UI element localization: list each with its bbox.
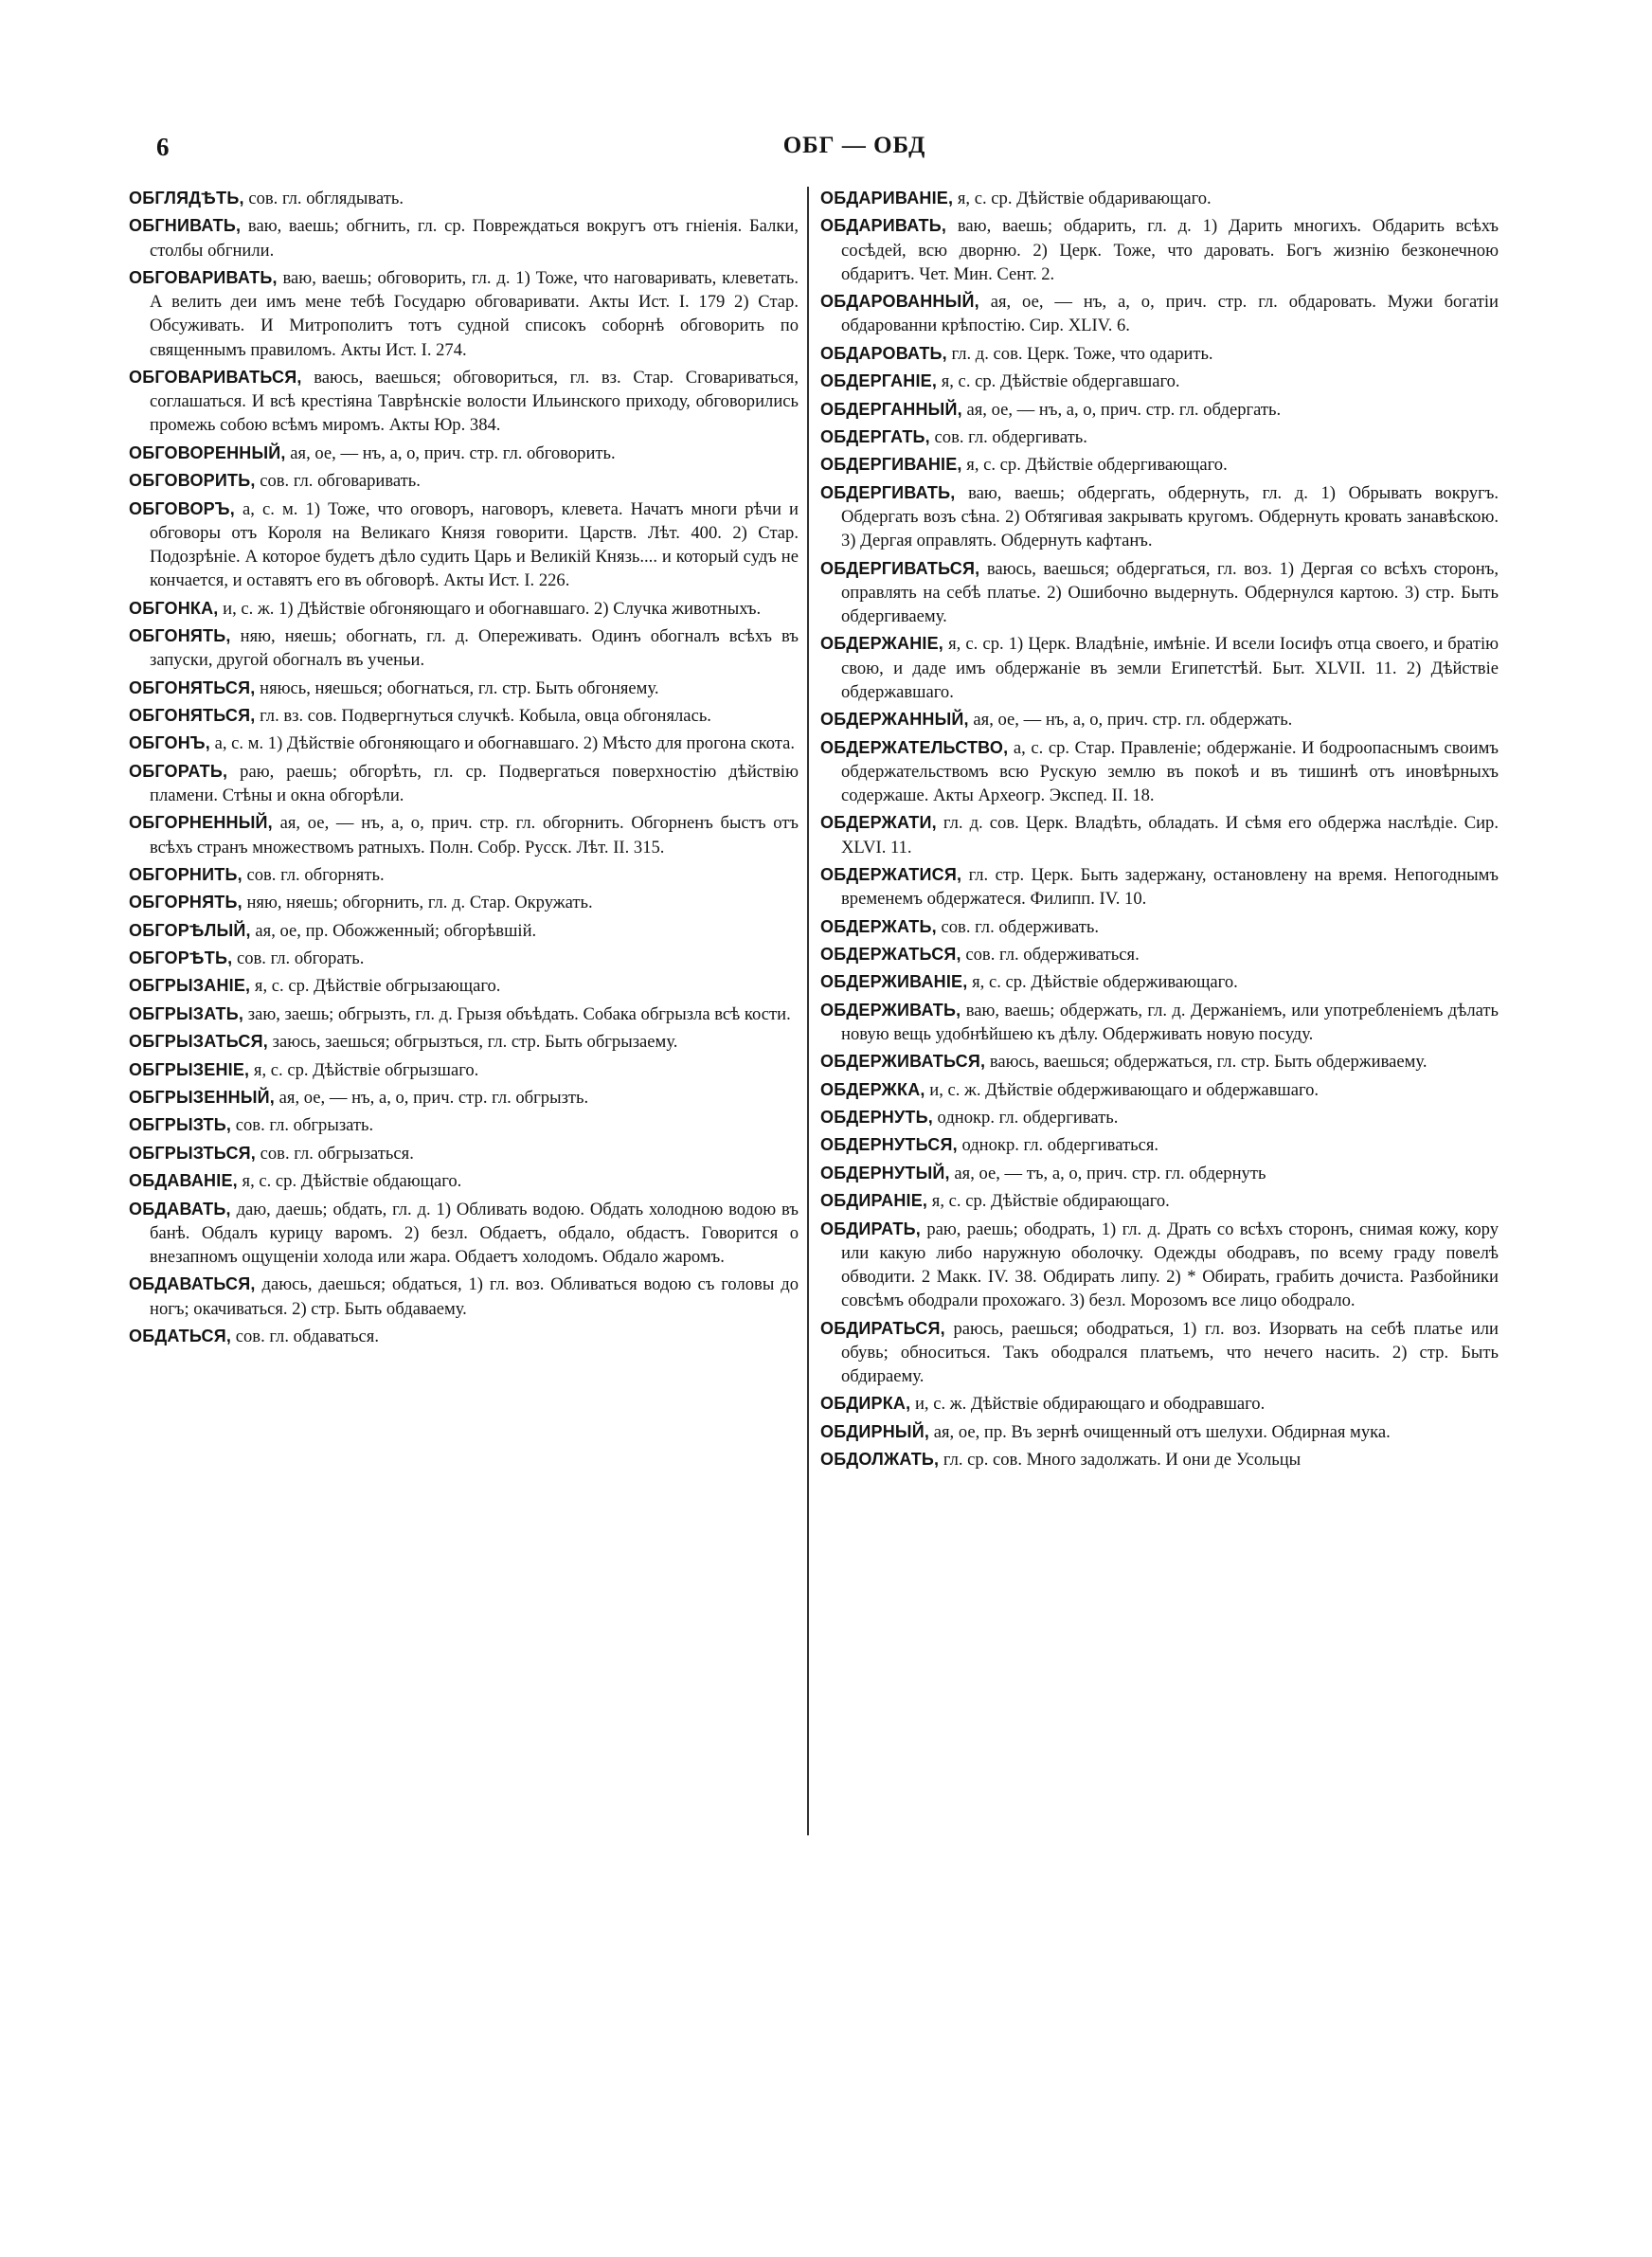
entry-definition: ая, ое, — нъ, а, о, прич. стр. гл. обдаровать. Мужи богатіи обдарованни крѣпостію. Сир. XLIV. 6.: [841, 292, 1499, 336]
entry-definition: а, с. ср. Стар. Правленіе; обдержаніе. И бодроопаснымъ своимъ обдержательствомъ всю Рускую землю въ покоѣ и въ тишинѣ отъ иновѣрныхъ содержаше. Акты Археогр. Экспед. II. 18.: [841, 737, 1499, 805]
entry-definition: заю, заешь; обгрызть, гл. д. Грызя объѣдать. Собака обгрызла всѣ кости.: [243, 1003, 791, 1024]
entry-headword: ОБГОНЪ,: [129, 733, 210, 753]
entry-headword: ОБДЕРНУТЬСЯ,: [820, 1135, 958, 1155]
left-column: [129, 187, 799, 1352]
entry-headword: ОБДАТЬСЯ,: [129, 1326, 232, 1345]
entry-definition: ваю, ваешь; обдержать, гл. д. Держаніемъ, или употребленіемъ дѣлать новую вещь удобнѣйшею къ дѣлу. Обдерживать новую посуду.: [841, 1000, 1499, 1044]
dictionary-entry: [129, 731, 799, 755]
entry-definition: ая, ое, — нъ, а, о, прич. стр. гл. обговорить.: [285, 442, 616, 463]
entry-definition: сов. гл. обдерживать.: [936, 916, 1100, 937]
entry-headword: ОБГРЫЗАТЬ,: [129, 1003, 244, 1023]
dictionary-entry: [129, 1169, 799, 1193]
dictionary-entry: [820, 1189, 1499, 1213]
entry-headword: ОБДАРИВАНІЕ,: [820, 189, 954, 208]
entry-definition: сов. гл. обговаривать.: [255, 471, 421, 492]
dictionary-entry: [129, 442, 799, 465]
entry-definition: и, с. ж. Дѣйствіе обдирающаго и ободравшаго.: [910, 1394, 1266, 1415]
dictionary-entry: [129, 1198, 799, 1270]
entry-headword: ОБГОВОРЕННЫЙ,: [129, 442, 286, 462]
entry-headword: ОБДЕРЖАТИСЯ,: [820, 864, 962, 884]
dictionary-entry: [129, 469, 799, 493]
entry-definition: сов. гл. обгорать.: [232, 948, 365, 969]
entry-definition: гл. ср. сов. Много задолжать. И они де Усольцы: [939, 1450, 1302, 1471]
entry-headword: ОБГОНЯТЬСЯ,: [129, 677, 256, 697]
entry-headword: ОБДЕРГАННЫЙ,: [820, 399, 962, 419]
dictionary-entry: [820, 999, 1499, 1046]
entry-definition: я, с. ср. Дѣйствіе обдергивающаго.: [961, 455, 1228, 476]
entry-definition: ваю, ваешь; обдарить, гл. д. 1) Дарить многихъ. Обдарить всѣхъ сосѣдей, всю дворню. 2) Церк. Тоже, что даровать. Богъ жизнію безконечною обдаритъ. Чет. Мин. Сент. 2.: [841, 216, 1499, 284]
entry-headword: ОБГРЫЗЕННЫЙ,: [129, 1088, 276, 1108]
dictionary-entry: [820, 1392, 1499, 1416]
dictionary-entry: [820, 398, 1499, 422]
entry-headword: ОБГОРѢТЬ,: [129, 948, 233, 968]
dictionary-entry: [820, 1106, 1499, 1129]
entry-headword: ОБГРЫЗЕНІЕ,: [129, 1059, 250, 1079]
entry-definition: гл. стр. Церк. Быть задержану, остановлену на время. Непогоднымъ временемъ обдержатеся. Филипп. IV. 10.: [841, 864, 1499, 910]
entry-definition: однокр. гл. обдергивать.: [932, 1108, 1119, 1128]
entry-definition: я, с. ср. Дѣйствіе обгрызшаго.: [249, 1059, 479, 1080]
entry-headword: ОБДЕРЖИВАТЬСЯ,: [820, 1052, 986, 1072]
dictionary-entry: [129, 863, 799, 887]
dictionary-entry: [820, 1162, 1499, 1185]
entry-definition: раю, раешь; ободрать, 1) гл. д. Драть со всѣхъ сторонъ, снимая кожу, кору или какую либо наружную оболочку. Одежды ободравъ, по всему граду повелѣ обводити. 2 Макк. IV. 38. Обдирать липу. 2) * Обирать, грабить дочиста. Разбойники совсѣмъ ободрали прохожаго. 3) безл. Морозомъ все лицо ободрало.: [841, 1219, 1499, 1311]
entry-definition: а, с. м. 1) Дѣйствіе обгоняющаго и обогнавшаго. 2) Мѣсто для прогона скота.: [209, 733, 796, 754]
entry-definition: ваю, ваешь; обгнить, гл. ср. Повреждаться вокругъ отъ гніенія. Балки, столбы обгнили.: [150, 216, 799, 261]
entry-definition: ая, ое, пр. Въ зернѣ очищенный отъ шелухи. Обдирная мука.: [929, 1421, 1391, 1442]
entry-headword: ОБДАВАТЬСЯ,: [129, 1274, 256, 1294]
dictionary-entry: [820, 557, 1499, 629]
entry-definition: гл. д. сов. Церк. Владѣть, обладать. И сѣмя его обдержа наслѣдіе. Сир. XLVI. 11.: [841, 813, 1499, 858]
entry-headword: ОБГРЫЗТЬСЯ,: [129, 1143, 256, 1163]
entry-headword: ОБДЕРЖАНІЕ,: [820, 634, 944, 654]
dictionary-entry: [129, 1030, 799, 1054]
entry-headword: ОБГЛЯДѢТЬ,: [129, 189, 244, 208]
dictionary-entry: [129, 919, 799, 943]
entry-headword: ОБДЕРЖАТЕЛЬСТВО,: [820, 737, 1009, 757]
entry-headword: ОБГРЫЗАНІЕ,: [129, 976, 251, 996]
entry-headword: ОБГОВАРИВАТЬСЯ,: [129, 367, 302, 387]
dictionary-entry: [820, 736, 1499, 808]
entry-definition: а, с. м. 1) Тоже, что оговоръ, наговоръ, клевета. Начатъ многи рѣчи и обговоры отъ Короля на Великаго Князя говорити. Царств. Лѣт. 400. 2) Стар. Подозрѣніе. А которое будетъ дѣло судить Царь и Великій Князь.... и который судъ не кончается, и оставятъ его въ обговорѣ. Акты Ист. I. 226.: [150, 498, 799, 591]
entry-definition: няю, няешь; обогнать, гл. д. Опереживать. Одинъ обогналъ всѣхъ въ запуски, другой обогналъ въ ученьи.: [150, 625, 799, 671]
entry-definition: сов. гл. обглядывать.: [243, 189, 404, 208]
dictionary-entry: [129, 366, 799, 438]
dictionary-entry: [820, 943, 1499, 966]
entry-headword: ОБГОРѢЛЫЙ,: [129, 920, 251, 940]
entry-headword: ОБДЕРГИВАТЬ,: [820, 482, 956, 502]
entry-definition: даю, даешь; обдать, гл. д. 1) Обливать водою. Обдать холодною водою въ банѣ. Обдалъ курицу варомъ. 2) безл. Обдаетъ, обдало, обдастъ. Говорится о внезапномъ ощущеніи холода или жара. Обдаетъ холодомъ. Обдало жаромъ.: [150, 1199, 799, 1267]
entry-headword: ОБГРЫЗТЬ,: [129, 1115, 232, 1135]
entry-headword: ОБГОНКА,: [129, 598, 219, 618]
entry-definition: сов. гл. обдаваться.: [231, 1326, 379, 1346]
dictionary-entry: [129, 597, 799, 621]
entry-definition: раюсь, раешься; ободраться, 1) гл. воз. Изорвать на себѣ платье или обувь; обноситься. Такъ ободрался платьемъ, что нечего насить. 2) стр. Быть обдираему.: [841, 1318, 1499, 1387]
dictionary-entry: [820, 1448, 1499, 1472]
entry-definition: я, с. ср. Дѣйствіе обдерживающаго.: [967, 972, 1238, 993]
entry-definition: ваю, ваешь; обдергать, обдернуть, гл. д. 1) Обрывать вокругъ. Обдергать возъ сѣна. 2) Обтягивая закрывать кругомъ. Обдернуть кровать занавѣскою. 3) Дергая оправлять. Обдернуть кафтанъ.: [841, 482, 1499, 551]
dictionary-entry: [820, 370, 1499, 393]
entry-definition: ая, ое, — нъ, а, о, прич. стр. гл. обгорнить. Обгорненъ быстъ отъ всѣхъ странъ множествомъ ратныхъ. Полн. Собр. Русск. Лѣт. II. 315.: [150, 813, 799, 858]
dictionary-entry: [129, 1325, 799, 1348]
entry-definition: я, с. ср. Дѣйствіе обдаривающаго.: [953, 189, 1212, 208]
entry-definition: ваюсь, ваешься; обдергаться, гл. воз. 1) Дергая со всѣхъ сторонъ, оправлять на себѣ платье. 2) Ошибочно выдернуть. Обдернулся картою. 3) стр. Быть обдергиваему.: [841, 558, 1499, 626]
entry-headword: ОБГОРНИТЬ,: [129, 864, 242, 884]
entry-definition: я, с. ср. Дѣйствіе обдающаго.: [237, 1171, 462, 1192]
entry-definition: раю, раешь; обгорѣть, гл. ср. Подвергаться поверхностію дѣйствію пламени. Стѣны и окна обгорѣли.: [150, 761, 799, 805]
dictionary-entry: [129, 266, 799, 362]
entry-definition: сов. гл. обдергивать.: [929, 426, 1087, 447]
entry-headword: ОБГОРАТЬ,: [129, 761, 228, 781]
dictionary-entry: [129, 1058, 799, 1082]
dictionary-entry: [129, 947, 799, 970]
dictionary-entry: [129, 704, 799, 728]
dictionary-entry: [129, 1002, 799, 1026]
entry-headword: ОБГОВОРИТЬ,: [129, 471, 256, 491]
entry-definition: я, с. ср. Дѣйствіе обгрызающаго.: [250, 976, 501, 997]
entry-headword: ОБГОВАРИВАТЬ,: [129, 267, 278, 287]
dictionary-entry: [820, 632, 1499, 704]
entry-definition: и, с. ж. 1) Дѣйствіе обгоняющаго и обогнавшаго. 2) Случка животныхъ.: [218, 598, 762, 619]
entry-headword: ОБДЕРГИВАНІЕ,: [820, 455, 962, 475]
running-head: ОБГ — ОБД: [782, 133, 926, 158]
column-divider: [807, 187, 809, 1835]
dictionary-entry: [820, 708, 1499, 731]
entry-headword: ОБДАРОВАННЫЙ,: [820, 292, 979, 312]
dictionary-entry: [129, 214, 799, 262]
entry-definition: ая, ое, — тъ, а, о, прич. стр. гл. обдернуть: [949, 1163, 1266, 1183]
dictionary-entry: [820, 1218, 1499, 1313]
entry-definition: я, с. ср. Дѣйствіе обдирающаго.: [927, 1191, 1170, 1212]
dictionary-entry: [129, 891, 799, 914]
dictionary-entry: [820, 481, 1499, 553]
dictionary-entry: [820, 811, 1499, 858]
page-number: 6: [156, 133, 170, 161]
dictionary-entry: [820, 915, 1499, 939]
entry-headword: ОБДЕРЖАТЬ,: [820, 916, 937, 936]
entry-headword: ОБДИРАТЬ,: [820, 1219, 921, 1238]
entry-definition: ваюсь, ваешься; обговориться, гл. вз. Стар. Сговариваться, соглашаться. И всѣ крестіяна Таврѣнскіе волости Ильинского приходу, обговорились промежь собою всѣмъ миромъ. Акты Юр. 384.: [150, 367, 799, 436]
entry-definition: однокр. гл. обдергиваться.: [957, 1135, 1159, 1156]
entry-definition: и, с. ж. Дѣйствіе обдерживающаго и обдержавшаго.: [925, 1079, 1320, 1100]
dictionary-entry: [129, 187, 799, 210]
entry-definition: сов. гл. обгрызать.: [231, 1115, 374, 1136]
entry-definition: ая, ое, — нъ, а, о, прич. стр. гл. обгрызть.: [275, 1088, 589, 1109]
entry-headword: ОБДЕРНУТЫЙ,: [820, 1163, 950, 1183]
entry-headword: ОБДЕРЖИВАТЬ,: [820, 1000, 961, 1020]
dictionary-entry: [820, 187, 1499, 210]
entry-definition: я, с. ср. 1) Церк. Владѣніе, имѣніе. И всели Іосифъ отца своего, и братію свою, и даде имъ обдержаніе въ земли Египетстѣй. Быт. XLVII. 11. 2) Дѣйствіе обдержавшаго.: [841, 634, 1499, 702]
dictionary-entry: [820, 1133, 1499, 1157]
entry-headword: ОБГОВОРЪ,: [129, 498, 235, 518]
dictionary-entry: [129, 677, 799, 700]
entry-definition: ая, ое, пр. Обожженный; обгорѣвшій.: [250, 920, 537, 941]
dictionary-entry: [820, 970, 1499, 994]
entry-definition: сов. гл. обгрызаться.: [255, 1143, 414, 1164]
entry-definition: ваюсь, ваешься; обдержаться, гл. стр. Быть обдерживаему.: [985, 1052, 1428, 1073]
entry-headword: ОБДЕРЖИВАНІЕ,: [820, 972, 968, 992]
dictionary-entry: [820, 214, 1499, 286]
entry-headword: ОБГНИВАТЬ,: [129, 216, 242, 236]
entry-headword: ОБГРЫЗАТЬСЯ,: [129, 1032, 268, 1052]
dictionary-entry: [129, 1086, 799, 1110]
entry-headword: ОБГОРНЯТЬ,: [129, 893, 242, 912]
entry-headword: ОБДОЛЖАТЬ,: [820, 1450, 940, 1470]
entry-headword: ОБДЕРГИВАТЬСЯ,: [820, 558, 980, 578]
dictionary-entry: [129, 1142, 799, 1165]
dictionary-entry: [820, 453, 1499, 477]
entry-headword: ОБДЕРГАТЬ,: [820, 426, 930, 446]
entry-headword: ОБДИРАТЬСЯ,: [820, 1318, 945, 1338]
entry-headword: ОБДИРАНІЕ,: [820, 1191, 928, 1211]
dictionary-entry: [129, 497, 799, 593]
entry-headword: ОБГОРНЕННЫЙ,: [129, 813, 273, 833]
dictionary-entry: [129, 1113, 799, 1137]
dictionary-entry: [129, 811, 799, 858]
entry-definition: гл. вз. сов. Подвергнуться случкѣ. Кобыла, овца обгонялась.: [255, 705, 711, 726]
entry-headword: ОБДИРКА,: [820, 1394, 911, 1414]
dictionary-entry: [820, 425, 1499, 449]
entry-headword: ОБДЕРЖАТИ,: [820, 813, 937, 833]
dictionary-entry: [129, 1273, 799, 1320]
dictionary-entry: [820, 863, 1499, 911]
dictionary-entry: [820, 290, 1499, 337]
entry-headword: ОБДАВАТЬ,: [129, 1199, 231, 1219]
dictionary-entry: [820, 342, 1499, 366]
entry-definition: заюсь, заешься; обгрызться, гл. стр. Быть обгрызаему.: [267, 1032, 678, 1053]
dictionary-entry: [820, 1078, 1499, 1102]
entry-definition: гл. д. сов. Церк. Тоже, что одарить.: [946, 343, 1213, 364]
entry-definition: я, с. ср. Дѣйствіе обдергавшаго.: [937, 371, 1180, 392]
entry-headword: ОБДАРИВАТЬ,: [820, 216, 947, 236]
entry-definition: даюсь, даешься; обдаться, 1) гл. воз. Обливаться водою съ головы до ногъ; окачиваться. 2) стр. Быть обдаваему.: [150, 1274, 799, 1319]
entry-headword: ОБДЕРНУТЬ,: [820, 1108, 933, 1128]
dictionary-entry: [820, 1317, 1499, 1389]
entry-headword: ОБДЕРЖАТЬСЯ,: [820, 944, 961, 964]
entry-headword: ОБГОНЯТЬ,: [129, 625, 231, 645]
entry-headword: ОБГОНЯТЬСЯ,: [129, 705, 256, 725]
entry-headword: ОБДИРНЫЙ,: [820, 1421, 930, 1441]
right-column: [820, 187, 1499, 1476]
dictionary-entry: [129, 760, 799, 807]
entry-headword: ОБДЕРГАНІЕ,: [820, 371, 938, 391]
entry-headword: ОБДЕРЖАННЫЙ,: [820, 710, 969, 730]
entry-definition: сов. гл. обдерживаться.: [961, 944, 1140, 965]
entry-definition: ваю, ваешь; обговорить, гл. д. 1) Тоже, что наговаривать, клеветать. А велить деи имъ мене тебѣ Государю обговаривати. Акты Ист. I. 179 2) Стар. Обсуживать. И Митрополитъ тотъ судной списокъ соборнѣ обговорить по священнымъ правиломъ. Акты Ист. I. 274.: [150, 267, 799, 360]
entry-definition: няю, няешь; обгорнить, гл. д. Стар. Окружать.: [242, 893, 593, 913]
entry-headword: ОБДАРОВАТЬ,: [820, 343, 947, 363]
dictionary-entry: [820, 1420, 1499, 1444]
entry-headword: ОБДЕРЖКА,: [820, 1079, 925, 1099]
entry-definition: ая, ое, — нъ, а, о, прич. стр. гл. обдергать.: [961, 399, 1282, 420]
dictionary-entry: [129, 624, 799, 672]
entry-definition: ая, ое, — нъ, а, о, прич. стр. гл. обдержать.: [968, 710, 1293, 731]
dictionary-entry: [129, 974, 799, 998]
dictionary-entry: [820, 1050, 1499, 1074]
entry-headword: ОБДАВАНІЕ,: [129, 1171, 238, 1191]
entry-definition: няюсь, няешься; обогнаться, гл. стр. Быть обгоняему.: [255, 677, 659, 698]
entry-definition: сов. гл. обгорнять.: [242, 864, 385, 885]
